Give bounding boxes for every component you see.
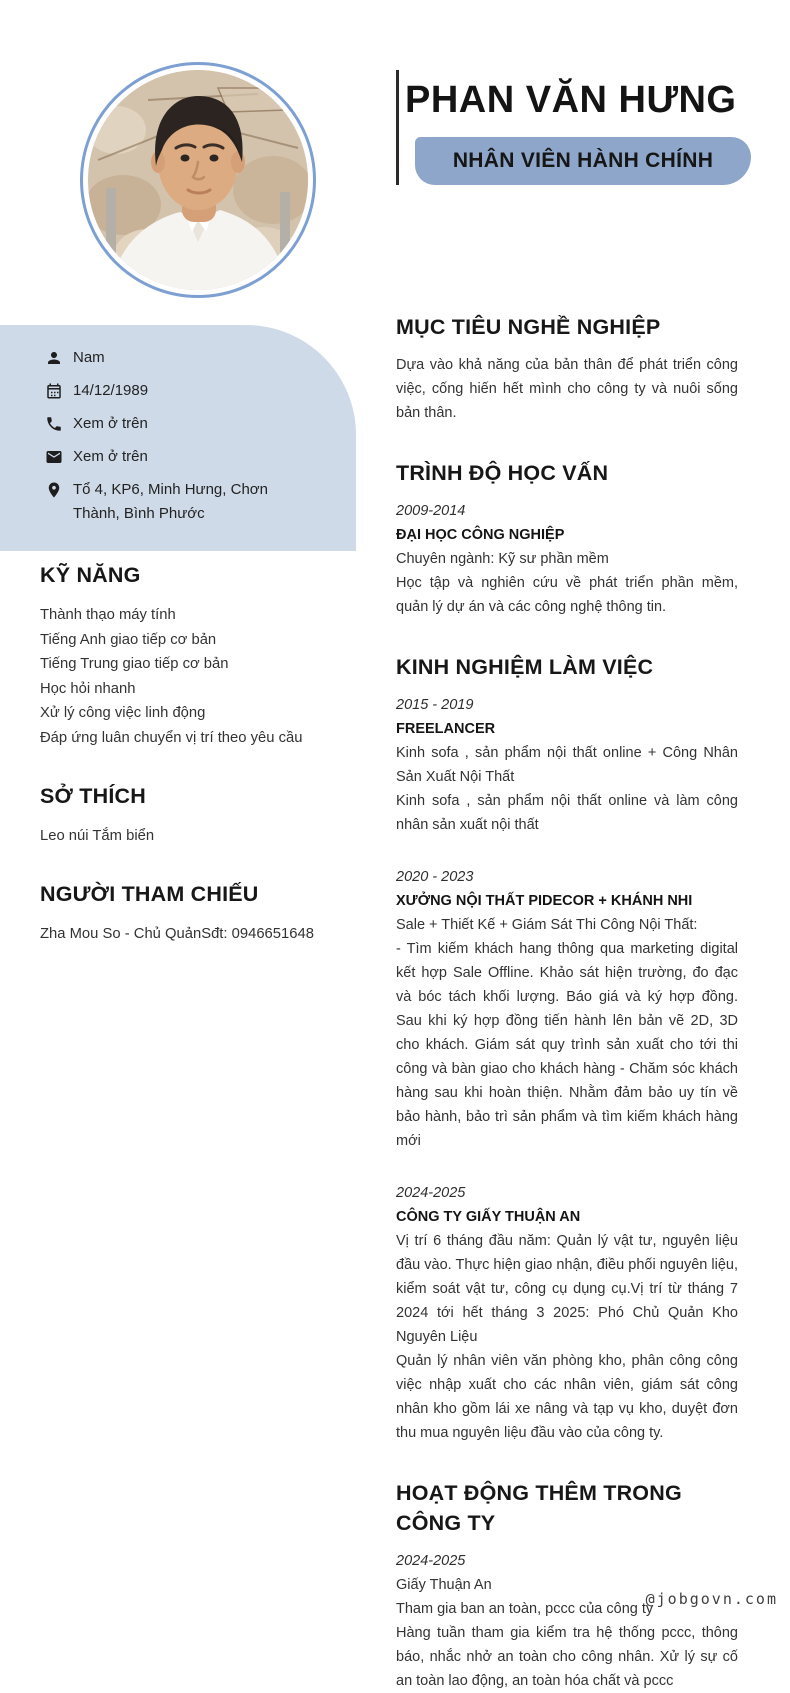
job-desc: Vị trí 6 tháng đầu năm: Quản lý vật tư, nguyên liệu đầu vào. Thực hiện giao nhận, điều phối nguyên liệu, kiểm soát vật tư, công cụ dụng cụ.Vị trí từ tháng 7 2024 tới hết tháng 3 2025: Phó Chủ Quản Kho Nguyên Liệu: [396, 1233, 738, 1345]
job-period: 2015 - 2019: [396, 697, 474, 713]
contact-row-address: [45, 478, 356, 526]
hobbies-heading: SỞ THÍCH: [40, 784, 146, 808]
contact-gender: Nam: [73, 349, 105, 366]
contact-info-box: [0, 325, 356, 551]
references-heading: NGƯỜI THAM CHIẾU: [40, 882, 259, 906]
contact-phone: Xem ở trên: [73, 415, 148, 432]
contact-row-gender: [45, 346, 356, 370]
job-desc: - Tìm kiếm khách hang thông qua marketing digital kết hợp Sale Offline. Khảo sát hiện trường, đo đạc và bóc tách khối lượng. Báo giá và ký hợp đồng. Sau khi ký hợp đồng tiến hành lên bản vẽ 2D, 3D cho khách. Giám sát quy trình sản xuất cho tới thi công và bàn giao cho khách hàng - Chăm sóc khách hàng sau khi hoàn thiện. Nhằm đảm bảo uy tín về bảo hành, bảo trì sản phẩm và tìm kiếm khách hàng mới: [396, 941, 738, 1149]
contact-row-email: [45, 445, 356, 469]
job-company: XƯỞNG NỘI THẤT PIDECOR + KHÁNH NHI: [396, 893, 693, 909]
skill-item: Thành thạo máy tính: [40, 607, 176, 623]
watermark: @jobgovn.com: [645, 1590, 778, 1608]
contact-email: Xem ở trên: [73, 448, 148, 465]
photo-ring: [80, 62, 316, 298]
skills-heading: KỸ NĂNG: [40, 563, 141, 587]
calendar-icon: [45, 382, 63, 400]
job-title: NHÂN VIÊN HÀNH CHÍNH: [452, 149, 714, 172]
activities-company: Giấy Thuận An: [396, 1577, 492, 1593]
right-column: [396, 312, 738, 1693]
person-icon: [45, 349, 63, 367]
skill-item: Xử lý công việc linh động: [40, 705, 206, 721]
activities-heading: HOẠT ĐỘNG THÊM TRONG CÔNG TY: [396, 1481, 682, 1535]
job-desc: Quản lý nhân viên văn phòng kho, phân công công việc nhập xuất cho các nhân viên, giám sát công nhân kho gồm lái xe nâng và tạp vụ kho, duyệt đơn thu mua nguyên liệu đầu vào của công ty.: [396, 1353, 738, 1441]
experience-job: [396, 1181, 738, 1445]
references-text: Zha Mou So - Chủ QuảnSđt: 0946651648: [40, 926, 314, 942]
profile-photo-illustration: [88, 70, 308, 290]
contact-row-birthdate: [45, 379, 356, 403]
hobbies-text: Leo núi Tắm biển: [40, 828, 155, 844]
education-period: 2009-2014: [396, 503, 466, 519]
activities-period: 2024-2025: [396, 1553, 466, 1569]
activities-desc: Tham gia ban an toàn, pccc của công ty: [396, 1601, 654, 1617]
job-company: CÔNG TY GIẤY THUẬN AN: [396, 1209, 581, 1225]
contact-address: Tổ 4, KP6, Minh Hưng, Chơn Thành, Bình Phước: [73, 481, 268, 522]
skill-item: Tiếng Anh giao tiếp cơ bản: [40, 631, 217, 648]
skills-list: [40, 603, 350, 750]
contact-birthdate: 14/12/1989: [73, 382, 149, 399]
candidate-name: PHAN VĂN HƯNG: [405, 79, 737, 121]
location-icon: [45, 481, 63, 499]
objective-heading: MỤC TIÊU NGHỀ NGHIỆP: [396, 315, 661, 339]
skill-item: Đáp ứng luân chuyển vị trí theo yêu cầu: [40, 729, 303, 746]
education-school: ĐẠI HỌC CÔNG NGHIỆP: [396, 527, 565, 543]
skill-item: Tiếng Trung giao tiếp cơ bản: [40, 656, 229, 672]
job-desc: Kinh sofa , sản phẩm nội thất online và làm công nhân sản xuất nội thất: [396, 793, 738, 833]
phone-icon: [45, 415, 63, 433]
job-desc: Sale + Thiết Kế + Giám Sát Thi Công Nội Thất:: [396, 917, 698, 933]
experience-job: [396, 693, 738, 837]
job-desc: Kinh sofa , sản phẩm nội thất online + Công Nhân Sản Xuất Nội Thất: [396, 745, 738, 785]
contact-row-phone: [45, 412, 356, 436]
profile-photo: [80, 62, 316, 298]
education-major: Chuyên ngành: Kỹ sư phần mềm: [396, 551, 609, 567]
experience-heading: KINH NGHIỆM LÀM VIỆC: [396, 655, 654, 679]
job-period: 2020 - 2023: [396, 869, 474, 885]
job-title-badge: [415, 137, 751, 185]
objective-text: Dựa vào khả năng của bản thân để phát triển công việc, cống hiến hết mình cho công ty và nuôi sống bản thân.: [396, 357, 738, 421]
activities-desc: Hàng tuần tham gia kiểm tra hệ thống pccc, thông báo, nhắc nhở an toàn cho công nhân. Xử lý sự cố an toàn lao động, an toàn hóa chất và pccc: [396, 1625, 738, 1689]
header-name-block: [396, 70, 765, 185]
job-company: FREELANCER: [396, 721, 496, 737]
education-desc: Học tập và nghiên cứu về phát triển phần mềm, quản lý dự án và các công nghệ thông tin.: [396, 575, 738, 615]
education-heading: TRÌNH ĐỘ HỌC VẤN: [396, 461, 609, 485]
skill-item: Học hỏi nhanh: [40, 680, 136, 697]
left-column: [40, 560, 350, 946]
job-period: 2024-2025: [396, 1185, 466, 1201]
experience-job: [396, 865, 738, 1153]
mail-icon: [45, 448, 63, 466]
